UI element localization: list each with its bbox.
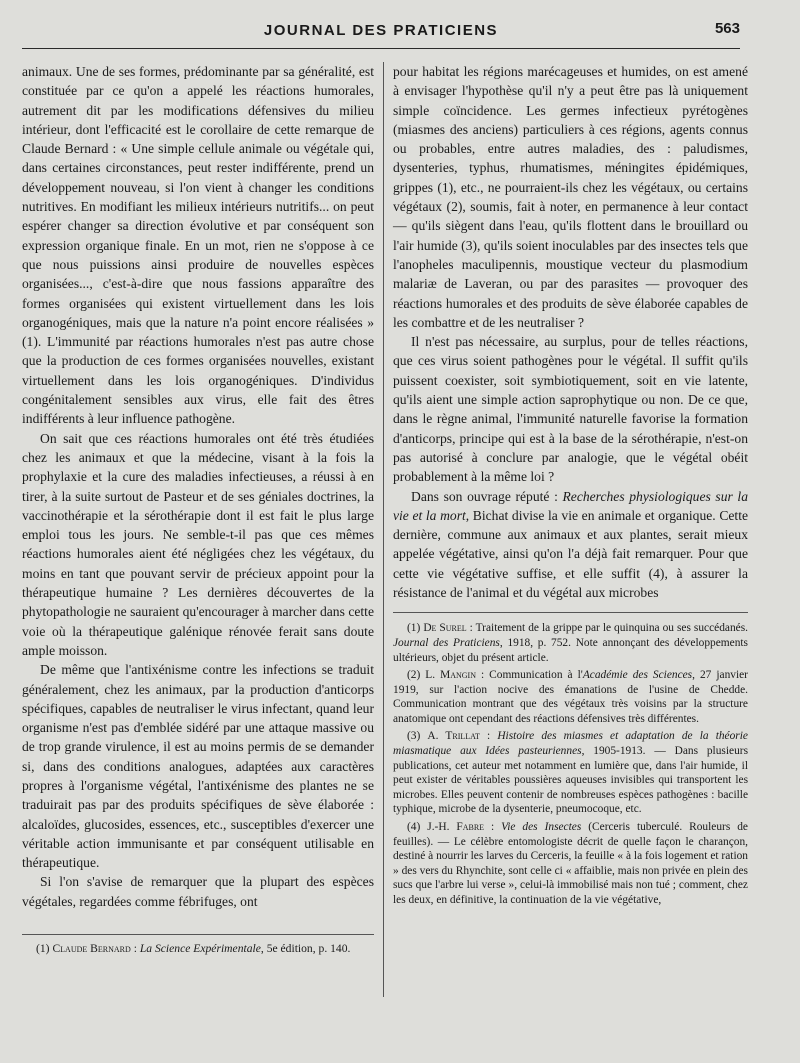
footnote <box>393 668 748 726</box>
running-header <box>22 18 740 49</box>
footnote-title: Académie des Sciences <box>582 669 693 682</box>
footnote-number: (1) <box>36 942 50 955</box>
footnote-text: Communication à l' <box>489 669 583 682</box>
right-column <box>393 62 748 911</box>
footnote-text: , 1905-1913. — Dans plusieurs publications, cet auteur met notamment en lumière que, dans l'air humide, il peut exister de véritables poussières aqueuses invisibles qui transportent les microbes. Elles peuvent contenir de nombreuses espèces pathogènes : bacille typhique, microbe de la dysenterie, pneumocoque, etc. <box>393 745 748 816</box>
paragraph: On sait que ces réactions humorales ont été très étudiées chez les animaux et que la médecine, visant à la fois la prophylaxie et la cure des maladies infectieuses, a réussi à en tirer, à la suite surtout de Pasteur et de ses géniales doctrines, la vaccinothérapie et la sérothérapie dont il est fait le plus large emploi tous les jours. Ne semble-t-il pas que ces mêmes réactions humorales aient été négligées chez les végétaux, du moins en tant que pouvant servir de précieux appoint pour la thérapeutique humaine ? Les dernières découvertes de la phytopathologie ne sauraient qu'encourager à marcher dans cette voie où la thérapeutique galénique rénovée ferait sans doute ample moisson. <box>22 430 374 658</box>
footnote-author: J.-H. Fabre <box>427 821 485 834</box>
paragraph-text: , Bichat divise la vie en animale et organique. Cette dernière, commune aux animaux et aux plantes, serait mieux appelée végétative, ainsi qu'on l'a déjà fait remarquer. Pour que cette vie végétative suffise, et elle suffit (4), à assurer la résistance de l'animal et du végétal aux microbes <box>393 507 749 601</box>
footnote-title: Vie des Insectes <box>501 821 582 834</box>
paragraph-text: Dans son ouvrage réputé : <box>411 488 563 504</box>
footnote-author: A. Trillat <box>427 730 480 743</box>
paragraph: Si l'on s'avise de remarquer que la plupart des espèces végétales, regardées comme fébrifuges, ont <box>22 874 374 909</box>
footnote-separator: : <box>476 669 490 682</box>
paragraph <box>393 487 748 603</box>
footnote-text: (Cerceris tuberculé. Rouleurs de feuilles). — Le célèbre entomologiste décrit de quelle façon le charançon, destiné à nourrir les larves du Cerceris, la feuille « à la fois logement et ration » des vers du Rhynchite, sont celle ci « affaiblie, mais non privée en plein des sucs que l'arbre lui verse », celui-là immobilisé mais non tué ; comment, chez les deux, en définitive, la continuation de la vie végétative, <box>393 821 748 906</box>
column-divider <box>383 62 384 997</box>
footnote-title: Journal des Praticiens <box>393 636 500 649</box>
footnote <box>393 621 748 665</box>
footnote-text: , 1918, p. 752. Note annonçant des développements ultérieurs, objet du présent article. <box>393 636 748 664</box>
paragraph: Il n'est pas nécessaire, au surplus, pour de telles réactions, que ces virus soient pathogènes pour le végétal. Il suffit qu'ils puissent coexister, soit symbiotiquement, soit en vie latente, qu'ils aient une simple action saprophytique ou non. De ce que, dans le règne animal, l'immunité naturelle favorise la formation d'anticorps, principe qui est à la base de la sérothérapie, n'est-on pas autorisé à conclure par analogie, que le végétal obéit probablement à la même loi ? <box>393 334 748 485</box>
page-number: 563 <box>714 20 740 37</box>
left-footnotes <box>22 941 374 956</box>
paragraph: pour habitat les régions marécageuses et humides, on est amené à envisager l'hypothèse qu'il n'y a peut être pas là uniquement simple coïncidence. Les germes infectieux pyrétogènes (miasmes des anciens) particuliers à ces régions, agents connus ou probables, entre autres maladies, des : paludismes, dysenteries, typhus, rhumatismes, méningites épidémiques, grippes (1), etc., ne pourraient-ils chez les végétaux, ou certains végétaux (2), soumis, fait à noter, en permanence à leur contact — qu'ils siègent dans l'eau, qu'ils flottent dans le brouillard ou l'air humide (3), qu'ils soient inoculables par des insectes tels que l'anopheles maculipennis, moustique vecteur du plasmodium malariæ de Laveran, ou par des parasites — provoquer des réactions humorales et des produits de sève élaborée capables de les combattre et de les neutraliser ? <box>393 64 748 330</box>
footnote-title: Histoire des miasmes et adaptation de la théorie miasmatique aux Idées pasteuriennes <box>393 730 748 758</box>
footnote-number: (1) <box>407 622 421 635</box>
footnote-author: Claude Bernard <box>52 942 131 955</box>
footnote-title: La Science Expérimentale <box>139 942 261 955</box>
footnote-rest: , 5e édition, p. 140. <box>260 942 351 955</box>
left-column <box>22 62 374 911</box>
footnote-author: L. Mangin <box>425 669 476 682</box>
footnote <box>22 941 374 956</box>
footnote-separator: : <box>466 622 476 635</box>
footnote-number: (2) <box>407 669 421 682</box>
footnote-divider <box>393 612 748 613</box>
footnote-separator: : <box>484 821 502 834</box>
paragraph: De même que l'antixénisme contre les infections se traduit généralement, chez les animaux, par la production d'anticorps spécifiques, capables de neutraliser le virus infectant, quand leur organisme n'est pas d'emblée sidéré par une attaque massive ou de trop grande virulence, il est au moins permis de se demander si, dans des conditions analogues, adaptées aux caractères propres à l'organisme végétal, l'antixénisme des plantes ne se traduirait pas par des produits spécifiques de sève élaborée : alcaloïdes, glucosides, essences, etc., susceptibles d'exercer une véritable action immunisante et par conséquent utilisable en thérapeutique. <box>22 662 374 871</box>
footnote-number: (3) <box>407 730 421 743</box>
footnote-text: , 27 janvier 1919, sur l'action nocive des émanations de l'usine de Chedde. Communication montrant que des végétaux très voisins par la structure anatomique ont cependant des réactions défensives très différentes. <box>393 669 748 725</box>
footnote-author: De Surel <box>423 622 467 635</box>
right-footnotes <box>393 621 748 907</box>
footnote <box>393 820 748 908</box>
footnote-text: Traitement de la grippe par le quinquina ou ses succédanés. <box>475 622 748 635</box>
footnote-separator: : <box>130 942 140 955</box>
footnote-separator: : <box>479 730 498 743</box>
book-title: Recherches physiologiques sur la vie et la mort <box>393 488 749 523</box>
paragraph: animaux. Une de ses formes, prédominante par sa généralité, est constituée par ce qu'on a appelé les réactions humorales, autrement dit par les modifications défensives du milieu intérieur, dont l'efficacité est le corollaire de cette remarque de Claude Bernard : « Une simple cellule animale ou végétale qui, dans certaines circonstances, peut rester indifférente, prend un développement nouveau, si l'on vient à changer les conditions nutritives. En modifiant les milieux intérieurs nutritifs... on peut espérer changer sa direction évolutive et par conséquent son expression organique finale. En un mot, rien ne s'oppose à ce que nous puissions ainsi produire de nouvelles espèces organisées..., c'est-à-dire que nous fassions apparaître des formes organisées qui existent virtuellement dans les lois organogéniques, mais que la nature n'a point encore réalisées » (1). L'immunité par réactions humorales n'est pas autre chose que la production de ces formes organisées nouvelles, existant virtuellement dans les lois organogéniques. D'individus congénitalement sensibles aux virus, elle fait des êtres indifférents à leur influence pathogène. <box>22 64 374 427</box>
footnote-number: (4) <box>407 821 421 834</box>
journal-title: JOURNAL DES PRATICIENS <box>263 22 499 39</box>
footnote-divider <box>22 934 374 935</box>
footnote <box>393 729 748 817</box>
